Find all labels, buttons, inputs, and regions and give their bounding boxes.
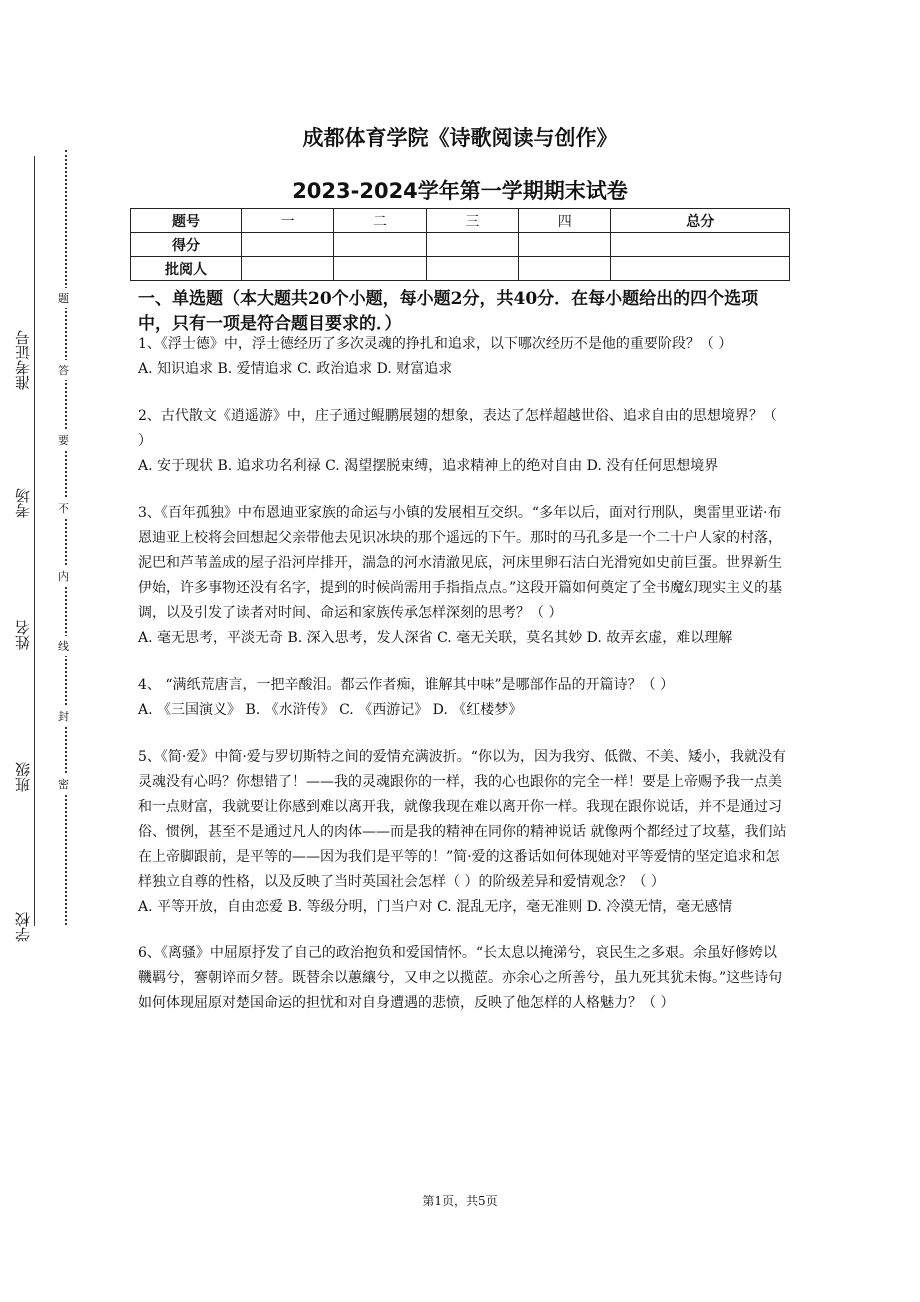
table-cell: 得分 (131, 233, 242, 257)
question-list (138, 332, 788, 1038)
seal-char: 要 (58, 430, 69, 450)
exam-title: 成都体育学院《诗歌阅读与创作》 (302, 126, 618, 150)
question-2 (138, 404, 788, 479)
question-stem: 1、《浮士德》中，浮士德经历了多次灵魂的挣扎和追求，以下哪次经历不是他的重要阶段？（ ） (138, 336, 733, 352)
grader-input-cell[interactable] (426, 257, 518, 281)
table-cell: 三 (426, 209, 518, 233)
seal-char: 封 (58, 706, 69, 726)
question-stem: 3、《百年孤独》中布恩迪亚家族的命运与小镇的发展相互交织。“多年以后，面对行刑队，奥雷里亚诺·布恩迪亚上校将会回想起父亲带他去见识冰块的那个遥远的下午。那时的马孔多是一个二十户人家的村落，泥巴和芦苇盖成的屋子沿河岸排开，湍急的河水清澈见底，河床里卵石洁白光滑宛如史前巨蛋。世界新生伊始，许多事物还没有名字，提到的时候尚需用手指指点点。”这段开篇如何奠定了全书魔幻现实主义的基调，以及引发了读者对时间、命运和家族传承怎样深刻的思考？（ ） (138, 505, 783, 621)
table-cell: 一 (242, 209, 334, 233)
question-stem: 2、古代散文《逍遥游》中，庄子通过鲲鹏展翅的想象，表达了怎样超越世俗、追求自由的思想境界？（ ） (138, 408, 777, 449)
score-input-cell[interactable] (426, 233, 518, 257)
question-3 (138, 501, 788, 651)
score-input-cell[interactable] (519, 233, 611, 257)
exam-subtitle: 2023-2024学年第一学期期末试卷 (292, 179, 628, 203)
question-options: A. 《三国演义》 B. 《水浒传》 C. 《西游记》 D. 《红楼梦》 (138, 702, 523, 718)
table-cell: 批阅人 (131, 257, 242, 281)
seal-char: 密 (58, 774, 69, 794)
question-options: A. 毫无思考，平淡无奇 B. 深入思考，发人深省 C. 毫无关联，莫名其妙 D. 故弄玄虚，难以理解 (138, 630, 733, 646)
question-6 (138, 941, 788, 1016)
question-4 (138, 673, 788, 723)
seal-char: 题 (58, 288, 69, 308)
question-5 (138, 745, 788, 920)
exam-room-label: 考场 (14, 488, 32, 518)
question-options: A. 平等开放，自由恋爱 B. 等级分明，门当户对 C. 混乱无序，毫无准则 D. 冷漠无情，毫无感情 (138, 899, 733, 915)
question-1 (138, 332, 788, 382)
binding-line (34, 156, 35, 926)
grader-input-cell[interactable] (519, 257, 611, 281)
exam-id-label: 准考证号 (14, 330, 32, 390)
table-cell: 二 (334, 209, 426, 233)
question-stem: 4、 “满纸荒唐言，一把辛酸泪。都云作者痴，谁解其中味”是哪部作品的开篇诗？（ ） (138, 677, 675, 693)
grader-input-cell[interactable] (611, 257, 790, 281)
seal-char: 线 (58, 636, 69, 656)
table-row (131, 209, 790, 233)
question-options: A. 安于现状 B. 追求功名利禄 C. 渴望摆脱束缚，追求精神上的绝对自由 D. 没有任何思想境界 (138, 458, 719, 474)
table-cell: 题号 (131, 209, 242, 233)
page-number: 第1页，共5页 (422, 1194, 498, 1208)
table-cell: 四 (519, 209, 611, 233)
score-input-cell[interactable] (611, 233, 790, 257)
name-label: 姓名 (14, 620, 32, 650)
question-stem: 6、《离骚》中屈原抒发了自己的政治抱负和爱国情怀。“长太息以掩涕兮，哀民生之多艰。余虽好修姱以鞿羁兮，謇朝谇而夕替。既替余以蕙纕兮，又申之以揽茝。亦余心之所善兮，虽九死其犹未悔。”这些诗句如何体现屈原对楚国命运的担忧和对自身遭遇的悲愤，反映了他怎样的人格魅力？（ ） (138, 945, 783, 1011)
grader-input-cell[interactable] (334, 257, 426, 281)
table-row (131, 257, 790, 281)
score-input-cell[interactable] (242, 233, 334, 257)
seal-char: 内 (58, 566, 69, 586)
question-options: A. 知识追求 B. 爱情追求 C. 政治追求 D. 财富追求 (138, 361, 453, 377)
table-row (131, 233, 790, 257)
school-label: 学校 (14, 912, 32, 942)
seal-dotted-line (65, 150, 67, 925)
section-title: 一、单选题（本大题共20个小题，每小题2分，共40分．在每小题给出的四个选项中，只有一项是符合题目要求的．） (138, 289, 759, 334)
class-label: 班级 (14, 762, 32, 792)
seal-char: 不 (58, 498, 69, 518)
question-stem: 5、《简·爱》中简·爱与罗切斯特之间的爱情充满波折。“你以为，因为我穷、低微、不美、矮小，我就没有灵魂没有心吗？你想错了！——我的灵魂跟你的一样，我的心也跟你的完全一样！要是上帝赐予我一点美和一点财富，我就要让你感到难以离开我，就像我现在难以离开你一样。我现在跟你说话，并不是通过习俗、惯例，甚至不是通过凡人的肉体——而是我的精神在同你的精神说话 就像两个都经过了坟墓，我们站在上帝脚跟前，是平等的——因为我们是平等的！”简·爱的这番话如何体现她对平等爱情的坚定追求和怎样独立自尊的性格，以及反映了当时英国社会怎样（ ）的阶级差异和爱情观念？（ ） (138, 749, 787, 890)
score-input-cell[interactable] (334, 233, 426, 257)
score-table (130, 208, 790, 281)
table-cell: 总分 (611, 209, 790, 233)
seal-char: 答 (58, 360, 69, 380)
grader-input-cell[interactable] (242, 257, 334, 281)
